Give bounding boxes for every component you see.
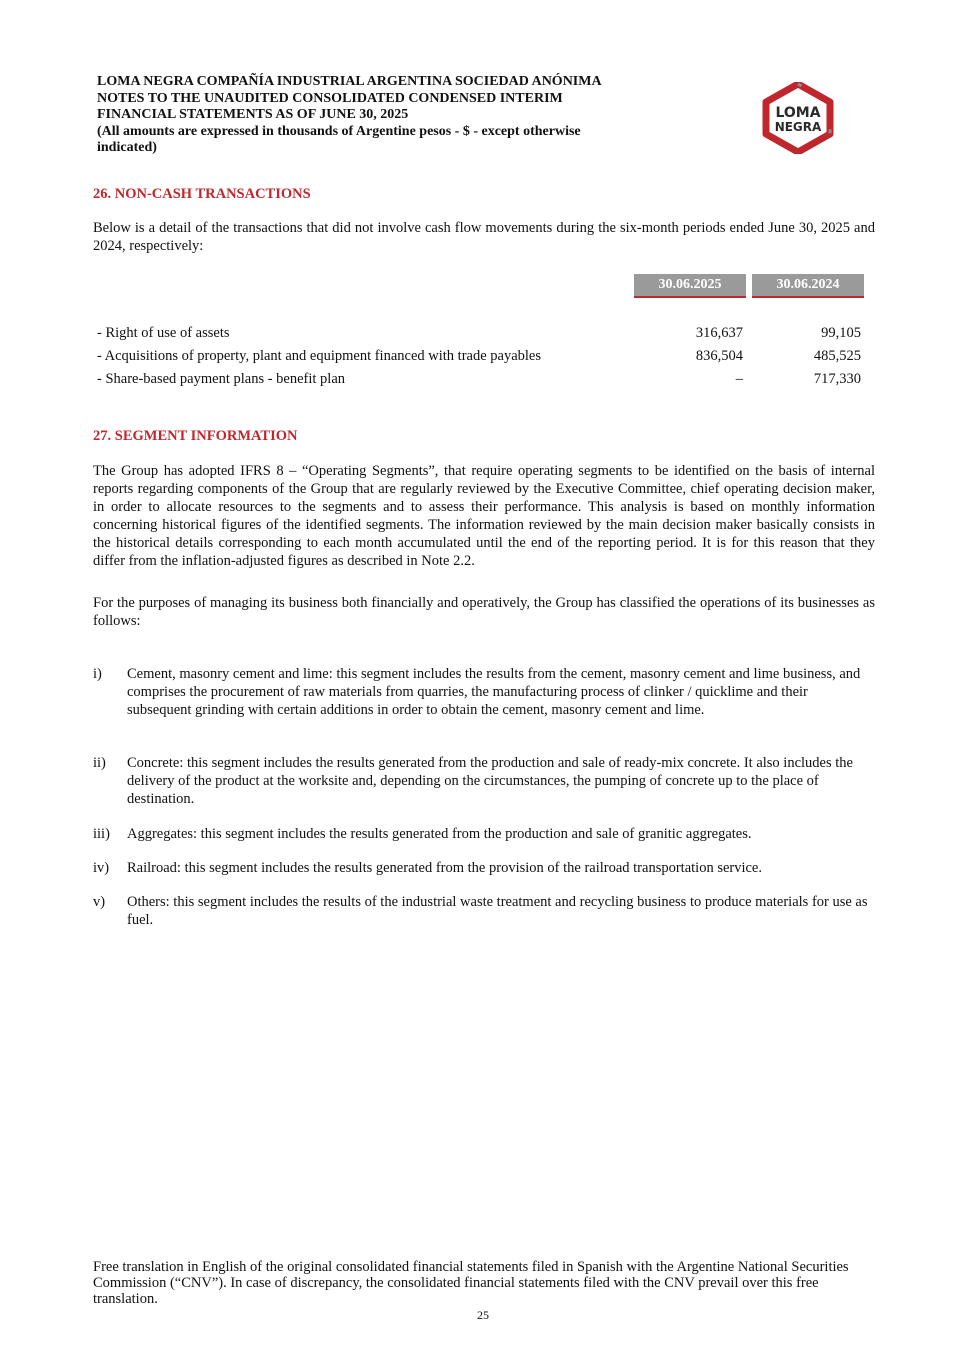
row-value-2024: 99,105	[821, 325, 861, 341]
header-line-notes: NOTES TO THE UNAUDITED CONSOLIDATED CONDENSED INTERIM	[97, 90, 563, 106]
row-value-2025: –	[735, 371, 743, 387]
list-item-text: Cement, masonry cement and lime: this segment includes the results from the cement, masonry cement and lime business, and comprises the procurement of raw materials from quarries, the manufacturing process of clinker / quicklime and their subsequent grinding with certain additions in order to obtain the cement, masonry cement and lime.	[127, 666, 861, 718]
column-header-2024: 30.06.2024	[752, 274, 864, 298]
header-line-indicated: indicated)	[97, 140, 157, 155]
page-number: 25	[477, 1308, 489, 1322]
section-27-title: 27. SEGMENT INFORMATION	[93, 428, 298, 444]
column-header-2025: 30.06.2025	[634, 274, 746, 298]
row-label: - Acquisitions of property, plant and equipment financed with trade payables	[97, 348, 542, 364]
list-item-text: Aggregates: this segment includes the results generated from the production and sale of granitic aggregates.	[127, 826, 752, 842]
logo-text-negra: NEGRA	[774, 120, 822, 134]
loma-negra-logo	[760, 82, 836, 154]
table-row	[97, 371, 867, 391]
table-row	[97, 348, 867, 368]
list-item-number: ii)	[93, 755, 106, 771]
list-item-text: Concrete: this segment includes the results generated from the production and sale of ready-mix concrete. It also includes the delivery of the product at the worksite and, depending on the circumstances, the pumping of concrete up to the place of destination.	[127, 755, 853, 807]
list-item-number: i)	[93, 666, 102, 682]
row-label: - Right of use of assets	[97, 325, 230, 341]
translation-disclaimer: Free translation in English of the original consolidated financial statements filed in Spanish with the Argentine National Securities Commission (“CNV”). In case of discrepancy, the consolidated financial statements filed with the CNV prevail over this free translation.	[93, 1259, 849, 1307]
list-item-text: Others: this segment includes the results of the industrial waste treatment and recycling business to produce materials for use as fuel.	[127, 894, 868, 928]
list-item-number: iii)	[93, 826, 110, 842]
row-value-2025: 836,504	[695, 348, 743, 364]
section-26-title: 26. NON-CASH TRANSACTIONS	[93, 186, 311, 202]
header-line-statements: FINANCIAL STATEMENTS AS OF JUNE 30, 2025	[97, 107, 409, 122]
list-item-number: iv)	[93, 860, 110, 876]
section-27-paragraph-2: For the purposes of managing its business both financially and operatively, the Group has classified the operations of its businesses as follows:	[93, 595, 875, 629]
section-27-paragraph-1: The Group has adopted IFRS 8 – “Operating Segments”, that require operating segments to be identified on the basis of internal reports regarding components of the Group that are regularly reviewed by the Executive Committee, chief operating decision maker, in order to allocate resources to the segments and to assess their performance. This analysis is based on monthly information concerning historical figures of the identified segments. The information reviewed by the main decision maker basically consists in the historical details corresponding to each month accumulated until the end of the reporting period. It is for this reason that they differ from the inflation-adjusted figures as described in Note 2.2.	[93, 463, 875, 569]
row-value-2024: 717,330	[813, 371, 861, 387]
list-item-text: Railroad: this segment includes the results generated from the provision of the railroad transportation service.	[127, 860, 762, 876]
header-line-amounts: (All amounts are expressed in thousands of Argentine pesos - $ - except otherwise	[97, 123, 581, 139]
document-header	[97, 74, 737, 157]
logo-text-loma: LOMA	[775, 105, 821, 121]
row-value-2024: 485,525	[813, 348, 861, 364]
header-line-company: LOMA NEGRA COMPAÑÍA INDUSTRIAL ARGENTINA SOCIEDAD ANÓNIMA	[97, 74, 602, 89]
list-item-number: v)	[93, 894, 106, 910]
section-26-intro: Below is a detail of the transactions that did not involve cash flow movements during the six-month periods ended June 30, 2025 and 2024, respectively:	[93, 220, 875, 254]
row-label: - Share-based payment plans - benefit plan	[97, 371, 346, 387]
row-value-2025: 316,637	[695, 325, 743, 341]
table-row	[97, 325, 867, 345]
